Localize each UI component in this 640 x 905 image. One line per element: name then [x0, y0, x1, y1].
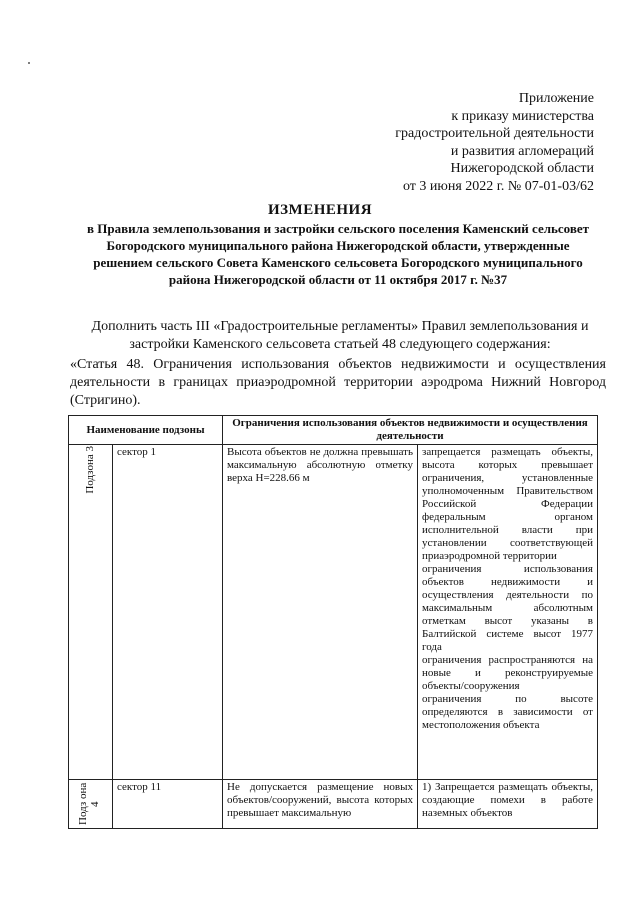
document-title: ИЗМЕНЕНИЯ — [267, 202, 373, 218]
appendix-line: Нижегородской области — [450, 161, 594, 176]
appendix-line: и развития агломераций — [450, 143, 594, 159]
height-limit-cell: Не допускается размещение новых объектов/сооружений, высота которых превышает максимальную — [223, 780, 418, 829]
intro-paragraph: Дополнить часть III «Градостроительные регламенты» Правил землепользования и застройки Каменского сельсовета статьей 48 следующего содержания: — [91, 319, 589, 352]
subzone-cell — [69, 445, 113, 780]
table-row — [69, 780, 598, 829]
table-header-row — [69, 416, 598, 445]
sector-cell: сектор 11 — [113, 780, 223, 829]
subzone-label: Подз она 4 — [76, 782, 101, 826]
sector-cell: сектор 1 — [113, 445, 223, 780]
appendix-line: от 3 июня 2022 г. № 07-01-03/62 — [402, 178, 594, 194]
table-row — [69, 445, 598, 780]
scan-speck — [28, 62, 30, 64]
rule-text: 1) Запрещается размещать объекты, создающие помехи в работе наземных объектов — [422, 781, 593, 819]
restrictions-table — [68, 415, 598, 829]
rule-text: ограничения использования объектов недвижимости и осуществления деятельности по максимальным абсолютным отметкам высот указаны в Балтийской системе высот 1977 года — [422, 563, 593, 653]
appendix-block — [395, 90, 594, 195]
appendix-line: градостроительной деятельности — [395, 126, 594, 141]
appendix-line: к приказу министерства — [451, 108, 594, 124]
subzone-label: Подзона 3 — [84, 446, 96, 494]
appendix-line: Приложение — [518, 91, 594, 106]
document-subtitle: в Правила землепользования и застройки сельского поселения Каменский сельсовет Богородского муниципального района Нижегородской области, утвержденные решением сельского Совета Каменского сельсовета Богородского муниципального района Нижегородской области от 11 октября 2017 г. №37 — [86, 221, 590, 287]
rule-text: запрещается размещать объекты, высота которых превышает ограничения, установленные уполномоченным Правительством Российской Федерации федеральным органом исполнительной власти при установлении соответствующей приаэродромной территории — [422, 446, 593, 562]
header-subzone: Наименование подзоны — [69, 416, 223, 445]
rules-cell — [418, 445, 598, 780]
rules-cell — [418, 780, 598, 829]
subzone-cell — [69, 780, 113, 829]
height-limit-cell: Высота объектов не должна превышать максимальную абсолютную отметку верха H=228.66 м — [223, 445, 418, 780]
rule-text: ограничения по высоте определяются в зависимости от местоположения объекта — [422, 693, 593, 731]
rule-text: ограничения распространяются на новые и реконструируемые объекты/сооружения — [422, 654, 593, 692]
header-restrictions: Ограничения использования объектов недвижимости и осуществления деятельности — [223, 416, 598, 445]
article-heading: «Статья 48. Ограничения использования объектов недвижимости и осуществления деятельности в границах приаэродромной территории аэродрома Нижний Новгород (Стригино). — [70, 357, 606, 408]
